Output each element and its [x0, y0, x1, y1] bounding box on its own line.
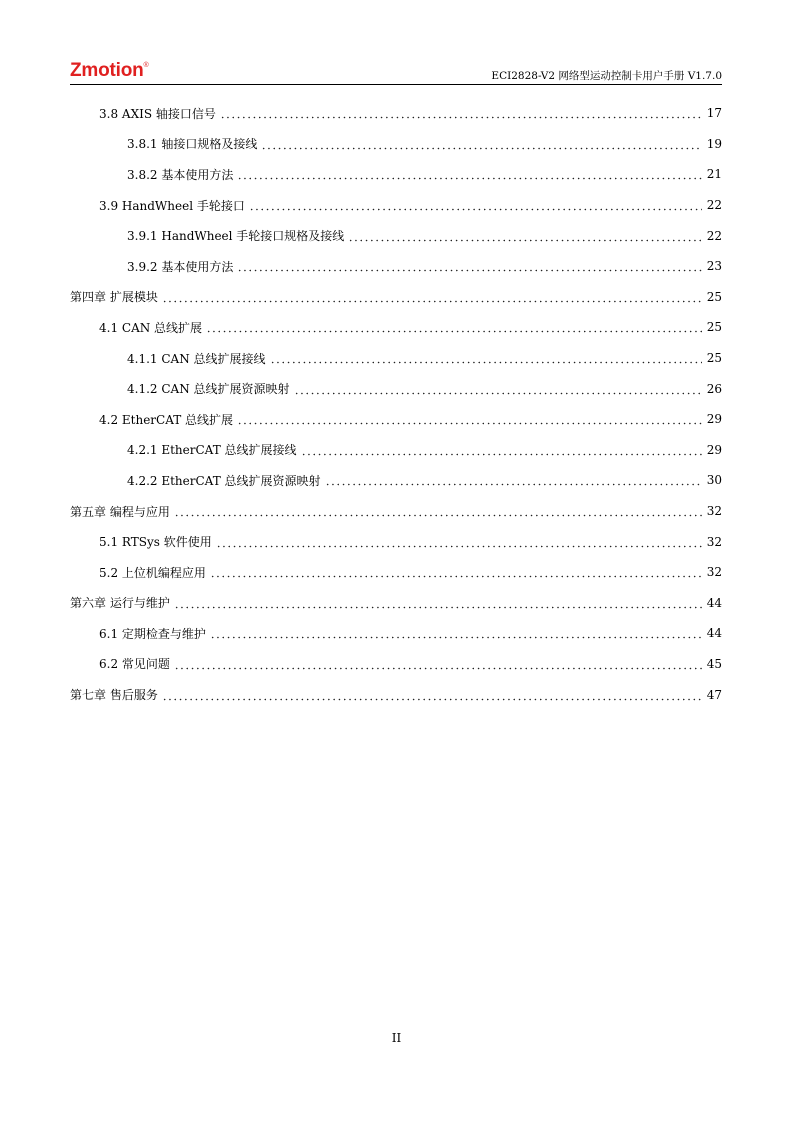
- toc-entry-page: 19: [706, 136, 722, 151]
- toc-entry-title: 3.9.2 基本使用方法: [127, 259, 234, 274]
- toc-entry-title: 6.1 定期检查与维护: [99, 626, 206, 641]
- toc-entry[interactable]: [70, 312, 722, 343]
- toc-entry-title: 4.1.1 CAN 总线扩展接线: [127, 351, 266, 366]
- table-of-contents: [70, 98, 722, 710]
- toc-entry-page: 44: [706, 595, 722, 610]
- toc-entry[interactable]: [70, 618, 722, 649]
- dot-leader: [210, 566, 702, 578]
- toc-entry[interactable]: [70, 373, 722, 404]
- toc-entry[interactable]: [70, 679, 722, 710]
- toc-entry-title: 第六章 运行与维护: [70, 596, 170, 611]
- toc-entry[interactable]: [70, 649, 722, 680]
- toc-entry-page: 44: [706, 626, 722, 641]
- toc-entry-page: 25: [706, 351, 722, 366]
- document-title: ECI2828-V2 网络型运动控制卡用户手册 V1.7.0: [491, 70, 722, 82]
- toc-entry[interactable]: [70, 98, 722, 129]
- toc-entry-title: 3.8 AXIS 轴接口信号: [99, 106, 216, 121]
- toc-entry-page: 25: [706, 289, 722, 304]
- toc-entry-page: 22: [706, 198, 722, 213]
- dot-leader: [210, 627, 702, 639]
- dot-leader: [294, 383, 702, 395]
- dot-leader: [216, 536, 702, 548]
- toc-entry-page: 32: [706, 565, 722, 580]
- toc-entry[interactable]: [70, 343, 722, 374]
- toc-entry[interactable]: [70, 159, 722, 190]
- toc-entry-title: 3.8.2 基本使用方法: [127, 167, 234, 182]
- page-header: [70, 58, 722, 85]
- registered-mark: ®: [143, 62, 149, 69]
- logo-text: Zmotion: [70, 60, 144, 81]
- toc-entry-page: 45: [706, 656, 722, 671]
- toc-entry[interactable]: [70, 465, 722, 496]
- toc-entry-title: 4.2 EtherCAT 总线扩展: [99, 412, 234, 427]
- dot-leader: [270, 352, 702, 364]
- dot-leader: [162, 689, 702, 701]
- toc-entry[interactable]: [70, 496, 722, 527]
- dot-leader: [301, 444, 702, 456]
- toc-entry-title: 5.1 RTSys 软件使用: [99, 535, 212, 550]
- toc-entry[interactable]: [70, 557, 722, 588]
- toc-entry-page: 29: [706, 412, 722, 427]
- dot-leader: [174, 658, 702, 670]
- toc-entry[interactable]: [70, 404, 722, 435]
- toc-entry-title: 4.2.1 EtherCAT 总线扩展接线: [127, 443, 297, 458]
- toc-entry-page: 47: [706, 687, 722, 702]
- toc-entry-title: 5.2 上位机编程应用: [99, 565, 206, 580]
- toc-entry-page: 23: [706, 259, 722, 274]
- toc-entry-title: 4.2.2 EtherCAT 总线扩展资源映射: [127, 473, 321, 488]
- dot-leader: [325, 474, 702, 486]
- toc-entry-page: 21: [706, 167, 722, 182]
- toc-entry-page: 25: [706, 320, 722, 335]
- toc-entry-title: 3.9 HandWheel 手轮接口: [99, 198, 245, 213]
- dot-leader: [249, 199, 702, 211]
- dot-leader: [206, 321, 702, 333]
- toc-entry[interactable]: [70, 282, 722, 313]
- toc-entry-page: 17: [706, 106, 722, 121]
- dot-leader: [237, 413, 702, 425]
- toc-entry-page: 30: [706, 473, 722, 488]
- dot-leader: [162, 291, 702, 303]
- toc-entry-title: 3.8.1 轴接口规格及接线: [127, 137, 258, 152]
- toc-entry-title: 第四章 扩展模块: [70, 290, 158, 305]
- dot-leader: [174, 505, 702, 517]
- toc-entry-title: 第五章 编程与应用: [70, 504, 170, 519]
- dot-leader: [261, 138, 702, 150]
- toc-entry-page: 26: [706, 381, 722, 396]
- dot-leader: [348, 230, 702, 242]
- toc-entry-page: 29: [706, 442, 722, 457]
- toc-entry-title: 3.9.1 HandWheel 手轮接口规格及接线: [127, 229, 345, 244]
- dot-leader: [237, 168, 702, 180]
- zmotion-logo: [70, 60, 149, 82]
- toc-entry[interactable]: [70, 526, 722, 557]
- toc-entry[interactable]: [70, 251, 722, 282]
- toc-entry-title: 6.2 常见问题: [99, 657, 170, 672]
- dot-leader: [220, 107, 702, 119]
- toc-entry[interactable]: [70, 435, 722, 466]
- toc-entry-title: 4.1.2 CAN 总线扩展资源映射: [127, 382, 290, 397]
- page-number: II: [391, 1031, 402, 1045]
- toc-entry-page: 32: [706, 504, 722, 519]
- toc-entry-title: 第七章 售后服务: [70, 688, 158, 703]
- toc-entry[interactable]: [70, 220, 722, 251]
- toc-entry-page: 32: [706, 534, 722, 549]
- toc-entry-page: 22: [706, 228, 722, 243]
- toc-entry[interactable]: [70, 190, 722, 221]
- toc-entry[interactable]: [70, 129, 722, 160]
- dot-leader: [174, 597, 702, 609]
- dot-leader: [237, 260, 702, 272]
- toc-entry[interactable]: [70, 588, 722, 619]
- toc-entry-title: 4.1 CAN 总线扩展: [99, 320, 203, 335]
